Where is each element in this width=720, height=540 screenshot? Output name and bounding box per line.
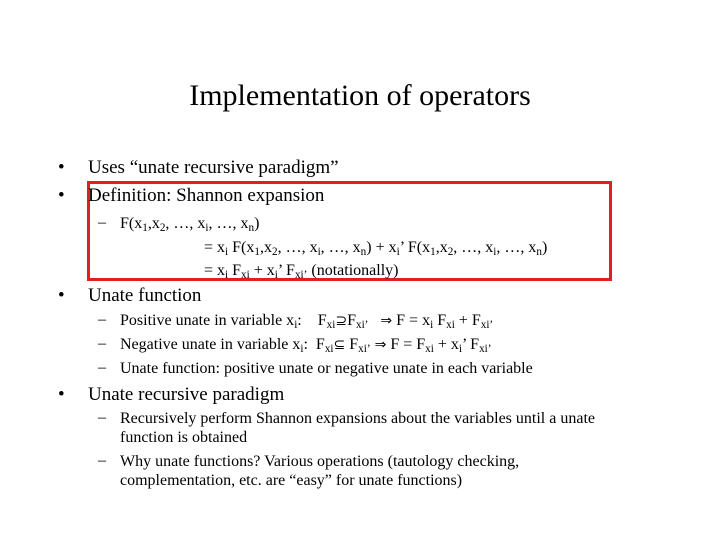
sub-dash: – — [98, 452, 106, 469]
bullet-definition: Definition: Shannon expansion — [88, 185, 325, 206]
bullet-unate-function: Unate function — [88, 285, 202, 306]
paradigm-line-2a: Why unate functions? Various operations (tautology checking, — [120, 453, 520, 470]
sub-dash: – — [98, 214, 106, 231]
bullet-unate-paradigm: Unate recursive paradigm — [88, 384, 285, 405]
shannon-line-2: = $x_i$ $F(x_1,x_2$, …, $x_i$, …, $x_n) + x_i$’ $F(x_1,x_2$, …, $x_i$, …, $x_n$) — [204, 239, 548, 258]
paradigm-line-1b: function is obtained — [120, 429, 248, 446]
sub-dash: – — [98, 311, 106, 328]
slide-title: Implementation of operators — [189, 79, 531, 112]
paradigm-line-2b: complementation, etc. are “easy” for unate functions) — [120, 472, 463, 489]
shannon-line-1: $F(x_1,x_2$, …, $x_i$, …, $x_n$) — [120, 215, 260, 234]
sub-dash: – — [98, 409, 106, 426]
bullet-dot: • — [58, 384, 65, 405]
positive-unate-line: Positive unate in variable $x_i$: $F_{xi}⊇F_{xi’}$ ⇒ $F = x_i$ $F_{xi} + F_{xi’}$ — [120, 312, 494, 331]
bullet-dot: • — [58, 185, 65, 206]
shannon-line-3: = $x_i$ $F_{xi} + x_i$’ $F_{xi’}$ (notationally) — [204, 262, 399, 281]
bullet-dot: • — [58, 285, 65, 306]
negative-unate-line: Negative unate in variable $x_i$: $F_{xi}⊆$ $F_{xi’}$ ⇒ $F = F_{xi} + x_i$’ $F_{xi’}$ — [120, 336, 492, 355]
unate-definition-line: Unate function: positive unate or negative unate in each variable — [120, 360, 533, 377]
sub-dash: – — [98, 359, 106, 376]
paradigm-line-1a: Recursively perform Shannon expansions about the variables until a unate — [120, 410, 595, 427]
bullet-unate-recursive: Uses “unate recursive paradigm” — [88, 157, 339, 178]
sub-dash: – — [98, 335, 106, 352]
bullet-dot: • — [58, 157, 65, 178]
